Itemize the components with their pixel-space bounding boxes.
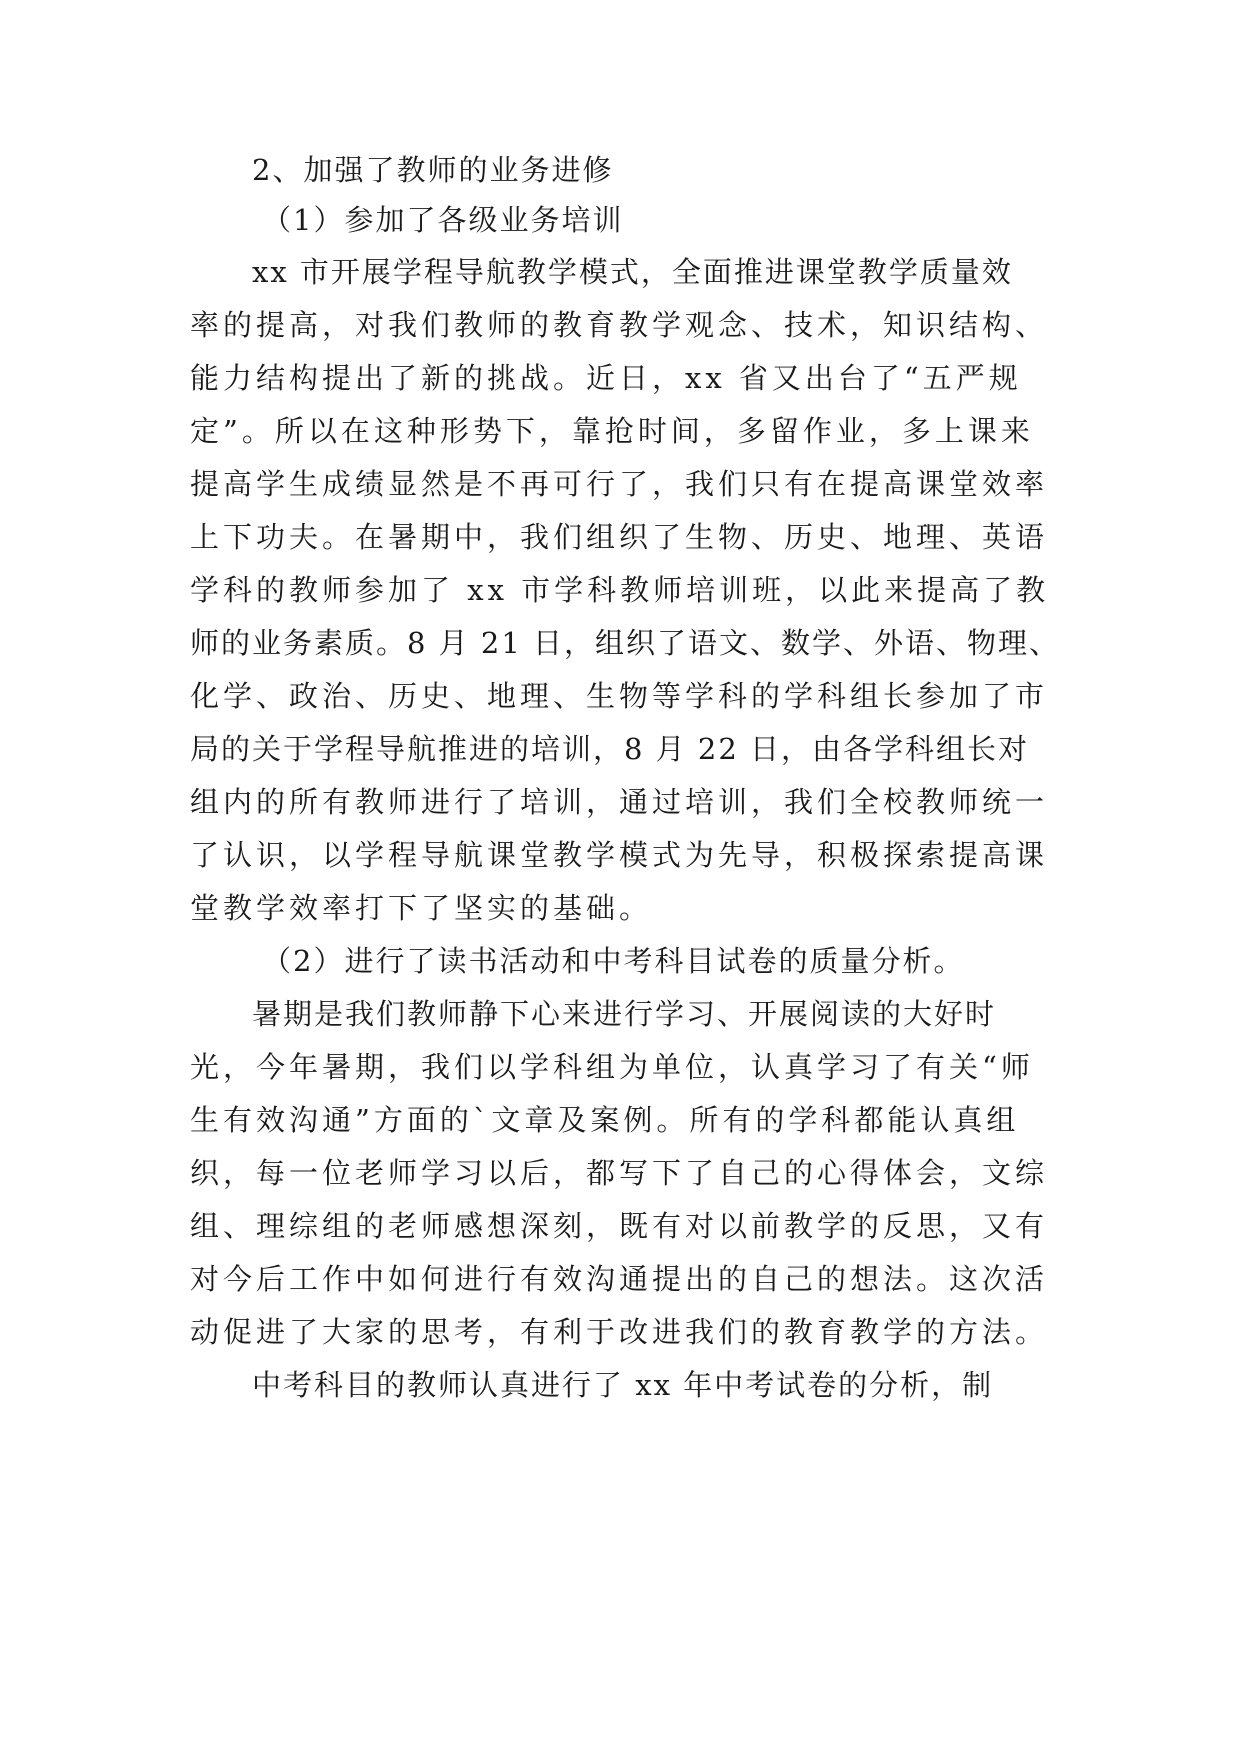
- paragraph-1-line: 提高学生成绩显然是不再可行了，我们只有在提高课堂效率: [190, 467, 1049, 501]
- paragraph-1-line: 化学、政治、历史、地理、生物等学科的学科组长参加了市: [190, 679, 1049, 713]
- paragraph-2-line: 动促进了大家的思考，有利于改进我们的教育教学的方法。: [190, 1315, 1049, 1349]
- paragraph-2-line: 暑期是我们教师静下心来进行学习、开展阅读的大好时: [252, 997, 997, 1031]
- paragraph-1-line: 了认识，以学程导航课堂教学模式为先导，积极探索提高课: [190, 838, 1049, 872]
- paragraph-2-line: 组、理综组的老师感想深刻，既有对以前教学的反思，又有: [190, 1209, 1049, 1243]
- paragraph-1-line: 堂教学效率打下了坚实的基础。: [190, 891, 653, 925]
- paragraph-1-line: 师的业务素质。8 月 21 日，组织了语文、数学、外语、物理、: [190, 626, 1061, 660]
- paragraph-1-line: 组内的所有教师进行了培训，通过培训，我们全校教师统一: [190, 785, 1049, 819]
- section-heading: 2、加强了教师的业务进修: [252, 153, 614, 187]
- subsection-heading-1: （1）参加了各级业务培训: [262, 203, 624, 237]
- paragraph-1-line: 学科的教师参加了 xx 市学科教师培训班，以此来提高了教: [190, 573, 1050, 607]
- paragraph-1-line: 定”。所以在这种形势下，靠抢时间，多留作业，多上课来: [190, 414, 1034, 448]
- paragraph-1-line: 局的关于学程导航推进的培训，8 月 22 日，由各学科组长对: [190, 732, 1030, 766]
- paragraph-2-line: 生有效沟通”方面的`文章及案例。所有的学科都能认真组: [190, 1103, 1020, 1137]
- paragraph-1-line: 上下功夫。在暑期中，我们组织了生物、历史、地理、英语: [190, 520, 1049, 554]
- paragraph-2-line: 光，今年暑期，我们以学科组为单位，认真学习了有关“师: [190, 1050, 1034, 1084]
- paragraph-3-line: 中考科目的教师认真进行了 xx 年中考试卷的分析，制: [252, 1368, 994, 1402]
- paragraph-1-line: 率的提高，对我们教师的教育教学观念、技术，知识结构、: [190, 308, 1049, 342]
- subsection-heading-2: （2）进行了读书活动和中考科目试卷的质量分析。: [262, 944, 965, 978]
- paragraph-2-line: 织，每一位老师学习以后，都写下了自己的心得体会，文综: [190, 1156, 1049, 1190]
- paragraph-1-line: xx 市开展学程导航教学模式，全面推进课堂教学质量效: [252, 255, 1013, 289]
- paragraph-1-line: 能力结构提出了新的挑战。近日，xx 省又出台了“五严规: [190, 361, 1022, 395]
- paragraph-2-line: 对今后工作中如何进行有效沟通提出的自己的想法。这次活: [190, 1262, 1049, 1296]
